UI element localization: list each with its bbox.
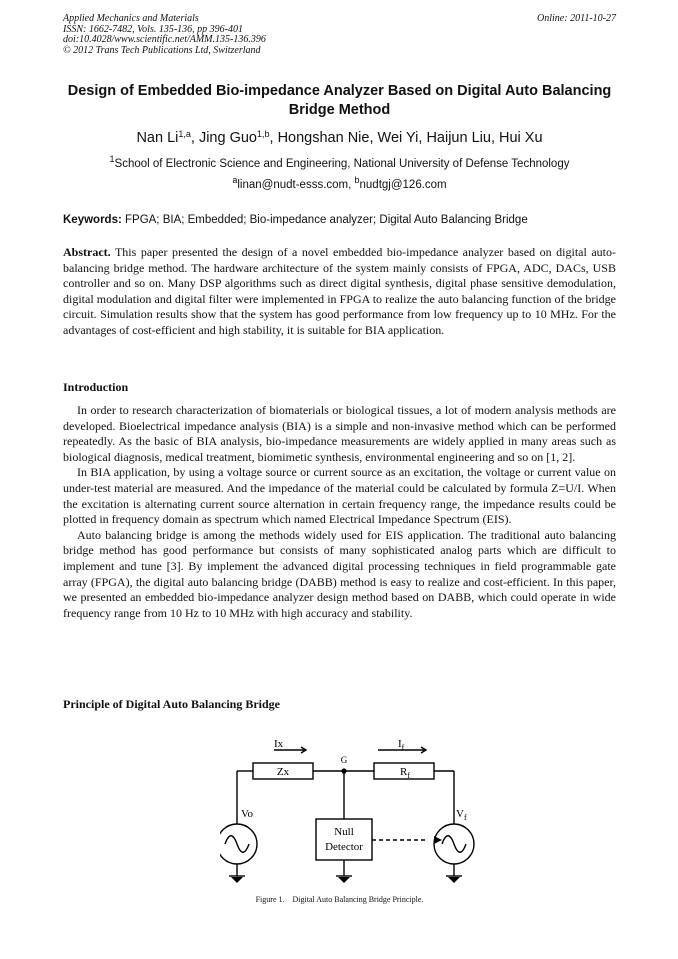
author: Wei Yi	[377, 130, 419, 146]
null-detector-label: Null	[334, 826, 354, 838]
node-g-dot	[341, 768, 346, 773]
issn-line: ISSN: 1662-7482, Vols. 135-136, pp 396-401	[63, 23, 243, 35]
figure-caption	[63, 895, 616, 904]
author: Nan Li	[136, 130, 179, 146]
author-affil-sup: 1,a	[178, 129, 191, 139]
null-detector-label: Detector	[325, 841, 363, 853]
vo-label: Vo	[241, 808, 254, 820]
email-sup: a	[232, 175, 238, 185]
bridge-circuit-diagram	[220, 733, 480, 893]
keywords	[63, 214, 616, 226]
zx-label: Zx	[276, 766, 290, 778]
author-list: Nan Li$^{1,a}$, Jing Guo$^{1,b}$, Hongshan Nie, Wei Yi, Haijun Liu, Hui Xu	[136, 129, 543, 146]
abstract	[63, 245, 616, 339]
ix-label: Ix	[274, 738, 284, 750]
author: Hui Xu	[499, 130, 543, 146]
paper-title: Design of Embedded Bio-impedance Analyzer Based on Digital Auto Balancing Bridge Method	[67, 83, 612, 118]
node-g-label: G	[340, 755, 348, 765]
rf-label: $R_f$	[400, 766, 411, 780]
paragraph: In order to research characterization of biomaterials or biological tissues, a lot of modern analysis methods are developed. Bioelectrical impedance analysis (BIA) is a simple and non-invasive method which can be performed repeatedly. As the basic of BIA analysis, bio-impedance measurements are widely applied in many areas such as biological diagnosis, medical treatment, biomimetic synthesis, environmental engineering and so on [1, 2].	[63, 403, 616, 464]
email-list: $^a$linan@nudt-esss.com, $^b$nudtgj@126.com	[232, 175, 447, 191]
author: Jing Guo	[198, 130, 257, 146]
introduction-heading: Introduction	[63, 380, 129, 394]
if-label: $I_f$	[398, 738, 405, 752]
ground-icon	[231, 877, 243, 883]
paragraph: Auto balancing bridge is among the methods widely used for EIS application. The traditional auto balancing bridge method has good performance but consists of many sophisticated analog parts which are difficult to implement and tune [3]. By implement the advanced digital processing techniques in field programmable gate array (FPGA), the digital auto balancing bridge (DABB) method is easy to realize and cost-efficient. In this paper, we presented an embedded bio-impedance analyzer design method based on DABB, which could operate in wide frequency range from 10 Hz to 10 MHz with high accuracy and stability.	[63, 527, 616, 620]
email-address[interactable]: nudtgj@126.com	[359, 179, 447, 191]
journal-header	[63, 14, 616, 56]
email-address[interactable]: linan@nudt-esss.com	[237, 179, 349, 191]
keywords-text: FPGA; BIA; Embedded; Bio-impedance analyzer; Digital Auto Balancing Bridge	[125, 214, 528, 226]
copyright-line: © 2012 Trans Tech Publications Ltd, Switzerland	[63, 44, 261, 56]
affiliation-text: School of Electronic Science and Engineering, National University of Defense Technology	[114, 158, 570, 170]
principle-heading: Principle of Digital Auto Balancing Bridge	[63, 697, 281, 711]
caption-number: Figure 1.	[255, 895, 285, 904]
author: Hongshan Nie	[277, 130, 370, 146]
affiliation-sup: 1	[109, 154, 115, 164]
journal-name: Applied Mechanics and Materials	[63, 13, 199, 24]
author: Haijun Liu	[426, 130, 491, 146]
abstract-label: Abstract.	[63, 245, 111, 259]
keywords-label: Keywords:	[63, 214, 122, 226]
caption-text: Digital Auto Balancing Bridge Principle.	[292, 895, 424, 904]
ground-icon	[448, 877, 460, 883]
vf-label: $V_f$	[456, 808, 467, 822]
doi-line: doi:10.4028/www.scientific.net/AMM.135-136.396	[63, 34, 266, 46]
introduction-body	[63, 403, 616, 621]
email-sup: b	[354, 175, 360, 185]
author-affil-sup: 1,b	[257, 129, 270, 139]
paragraph: In BIA application, by using a voltage source or current source as an excitation, the voltage or current value on under-test material are measured. And the impedance of the material could be calculated by formula Z=U/I. When the excitation is alternating current source alternation in certain frequency range, the impedance results could be plotted in frequency domain as spectrum which named Electrical Impedance Spectrum (EIS).	[63, 465, 616, 527]
abstract-text: This paper presented the design of a novel embedded bio-impedance analyzer based on digital auto-balancing bridge method. The hardware architecture of the system mainly consists of FPGA, ADC, DACs, USB controller and so on. Many DSP algorithms such as direct digital synthesis, digital phase sensitive demodulation, digital modulation and digital filter were implemented in FPGA to realize the auto balancing function of the bridge circuit. Simulation results show that the system has good performance from low frequency up to 10 MHz. For the advantages of cost-efficient and high stability, it is suitable for BIA application.	[63, 245, 616, 337]
online-date: Online: 2011-10-27	[537, 13, 616, 24]
ground-icon	[338, 877, 350, 883]
affiliation	[63, 154, 616, 170]
